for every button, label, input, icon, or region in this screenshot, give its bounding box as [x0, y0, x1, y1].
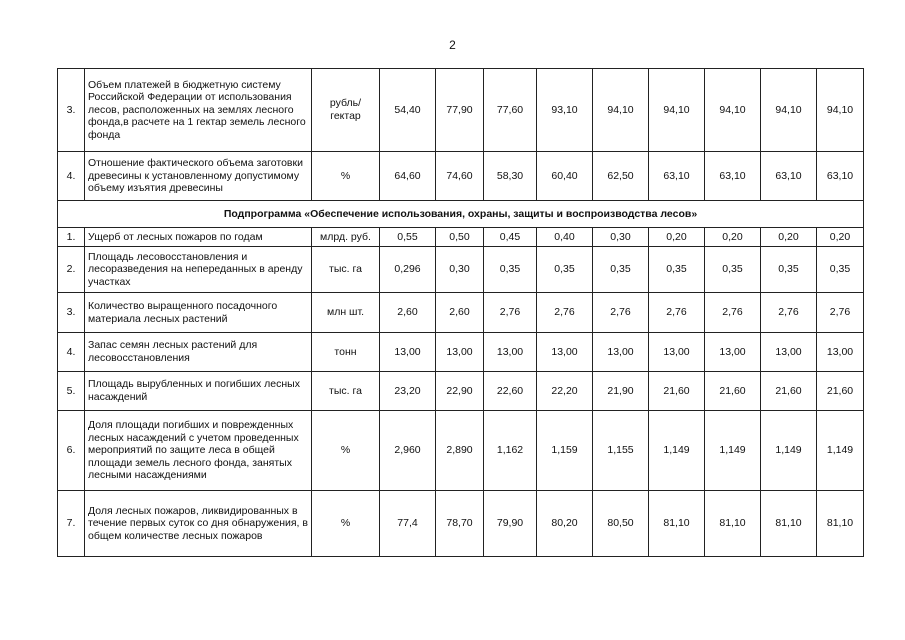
value-cell: 21,60: [649, 372, 705, 411]
value-cell: 13,00: [817, 333, 864, 372]
indicator-name: Отношение фактического объема заготовки древесины к установленному допустимому объему изъятия древесины: [85, 152, 312, 201]
value-cell: 80,50: [593, 491, 649, 557]
value-cell: 0,40: [537, 228, 593, 247]
value-cell: 0,20: [761, 228, 817, 247]
row-number: 4.: [58, 152, 85, 201]
value-cell: 0,20: [649, 228, 705, 247]
value-cell: 2,60: [436, 293, 484, 333]
value-cell: 21,60: [761, 372, 817, 411]
unit: %: [312, 152, 380, 201]
value-cell: 21,60: [705, 372, 761, 411]
indicator-name: Количество выращенного посадочного материала лесных растений: [85, 293, 312, 333]
value-cell: 2,960: [380, 411, 436, 491]
value-cell: 22,90: [436, 372, 484, 411]
unit: тыс. га: [312, 247, 380, 293]
value-cell: 2,76: [817, 293, 864, 333]
value-cell: 0,30: [593, 228, 649, 247]
value-cell: 2,76: [537, 293, 593, 333]
value-cell: 81,10: [649, 491, 705, 557]
unit: млрд. руб.: [312, 228, 380, 247]
value-cell: 22,20: [537, 372, 593, 411]
value-cell: 80,20: [537, 491, 593, 557]
value-cell: 1,155: [593, 411, 649, 491]
value-cell: 58,30: [484, 152, 537, 201]
value-cell: 81,10: [817, 491, 864, 557]
value-cell: 77,60: [484, 69, 537, 152]
value-cell: 0,55: [380, 228, 436, 247]
value-cell: 78,70: [436, 491, 484, 557]
table-row: [58, 247, 864, 293]
unit: млн шт.: [312, 293, 380, 333]
value-cell: 0,20: [817, 228, 864, 247]
table-row: [58, 372, 864, 411]
table-row: [58, 69, 864, 152]
table-row: [58, 491, 864, 557]
row-number: 5.: [58, 372, 85, 411]
value-cell: 74,60: [436, 152, 484, 201]
value-cell: 2,76: [761, 293, 817, 333]
unit: тонн: [312, 333, 380, 372]
indicators-table: [57, 68, 864, 557]
value-cell: 0,30: [436, 247, 484, 293]
value-cell: 0,35: [593, 247, 649, 293]
value-cell: 0,35: [705, 247, 761, 293]
value-cell: 93,10: [537, 69, 593, 152]
table-row: [58, 333, 864, 372]
value-cell: 13,00: [436, 333, 484, 372]
value-cell: 2,76: [705, 293, 761, 333]
value-cell: 63,10: [761, 152, 817, 201]
indicator-name: Площадь лесовосстановления и лесоразведения на непереданных в аренду участках: [85, 247, 312, 293]
subprogram-title: Подпрограмма «Обеспечение использования, охраны, защиты и воспроизводства лесов»: [58, 201, 864, 228]
value-cell: 22,60: [484, 372, 537, 411]
value-cell: 1,149: [705, 411, 761, 491]
table-row: [58, 411, 864, 491]
value-cell: 13,00: [649, 333, 705, 372]
value-cell: 13,00: [705, 333, 761, 372]
value-cell: 2,76: [484, 293, 537, 333]
value-cell: 79,90: [484, 491, 537, 557]
value-cell: 1,149: [649, 411, 705, 491]
value-cell: 13,00: [537, 333, 593, 372]
unit: тыс. га: [312, 372, 380, 411]
value-cell: 1,149: [761, 411, 817, 491]
value-cell: 0,296: [380, 247, 436, 293]
value-cell: 60,40: [537, 152, 593, 201]
value-cell: 0,45: [484, 228, 537, 247]
value-cell: 23,20: [380, 372, 436, 411]
value-cell: 62,50: [593, 152, 649, 201]
unit: рубль/ гектар: [312, 69, 380, 152]
row-number: 7.: [58, 491, 85, 557]
value-cell: 64,60: [380, 152, 436, 201]
page-number: 2: [449, 38, 456, 52]
table-row: [58, 152, 864, 201]
value-cell: 13,00: [380, 333, 436, 372]
row-number: 1.: [58, 228, 85, 247]
value-cell: 0,50: [436, 228, 484, 247]
table-row: [58, 228, 864, 247]
indicator-name: Доля лесных пожаров, ликвидированных в течение первых суток со дня обнаружения, в общем количестве лесных пожаров: [85, 491, 312, 557]
value-cell: 2,60: [380, 293, 436, 333]
value-cell: 0,35: [761, 247, 817, 293]
unit: %: [312, 491, 380, 557]
value-cell: 94,10: [593, 69, 649, 152]
value-cell: 0,35: [484, 247, 537, 293]
indicator-name: Запас семян лесных растений для лесовосстановления: [85, 333, 312, 372]
value-cell: 77,90: [436, 69, 484, 152]
value-cell: 2,76: [593, 293, 649, 333]
row-number: 2.: [58, 247, 85, 293]
row-number: 3.: [58, 293, 85, 333]
row-number: 4.: [58, 333, 85, 372]
row-number: 6.: [58, 411, 85, 491]
indicator-name: Ущерб от лесных пожаров по годам: [85, 228, 312, 247]
value-cell: 21,90: [593, 372, 649, 411]
unit: %: [312, 411, 380, 491]
value-cell: 2,890: [436, 411, 484, 491]
value-cell: 2,76: [649, 293, 705, 333]
value-cell: 63,10: [649, 152, 705, 201]
value-cell: 94,10: [649, 69, 705, 152]
value-cell: 13,00: [484, 333, 537, 372]
value-cell: 13,00: [593, 333, 649, 372]
row-number: 3.: [58, 69, 85, 152]
value-cell: 0,35: [537, 247, 593, 293]
value-cell: 1,149: [817, 411, 864, 491]
value-cell: 81,10: [761, 491, 817, 557]
value-cell: 77,4: [380, 491, 436, 557]
value-cell: 94,10: [705, 69, 761, 152]
indicator-name: Площадь вырубленных и погибших лесных насаждений: [85, 372, 312, 411]
value-cell: 21,60: [817, 372, 864, 411]
indicator-name: Объем платежей в бюджетную систему Российской Федерации от использования лесов, расположенных на землях лесного фонда,в расчете на 1 гектар земель лесного фонда: [85, 69, 312, 152]
subprogram-header-row: [58, 201, 864, 228]
value-cell: 0,35: [817, 247, 864, 293]
value-cell: 0,20: [705, 228, 761, 247]
value-cell: 1,159: [537, 411, 593, 491]
value-cell: 63,10: [817, 152, 864, 201]
value-cell: 94,10: [817, 69, 864, 152]
value-cell: 1,162: [484, 411, 537, 491]
value-cell: 94,10: [761, 69, 817, 152]
value-cell: 63,10: [705, 152, 761, 201]
value-cell: 81,10: [705, 491, 761, 557]
value-cell: 54,40: [380, 69, 436, 152]
value-cell: 13,00: [761, 333, 817, 372]
table-row: [58, 293, 864, 333]
value-cell: 0,35: [649, 247, 705, 293]
indicator-name: Доля площади погибших и поврежденных лесных насаждений с учетом проведенных мероприятий по защите леса в общей площади земель лесного фонда, занятых лесными насаждениями: [85, 411, 312, 491]
